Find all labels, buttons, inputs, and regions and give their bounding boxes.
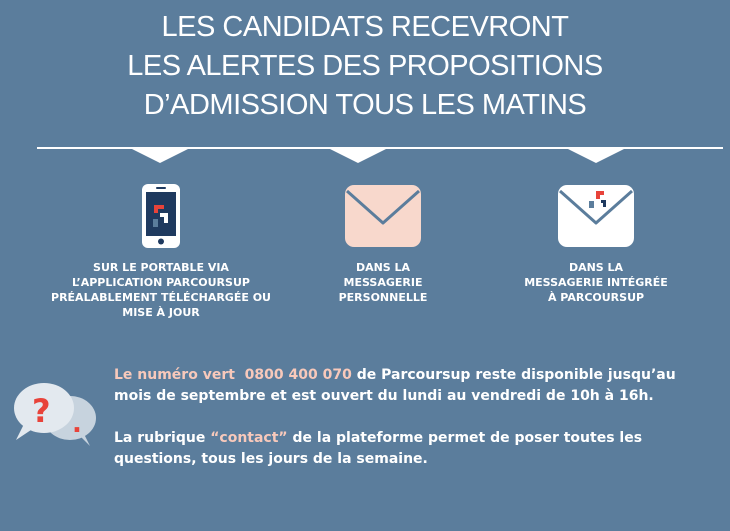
title-line-2: LES ALERTES DES PROPOSITIONS — [127, 50, 603, 82]
contact-info: La rubrique “contact” de la plateforme permet de poser toutes les questions, tous les jours de la semaine. — [114, 430, 643, 467]
phone-text: de Parcoursup reste disponible jusqu’au mois de septembre et est ouvert du lundi au vendredi de 10h à 16h. — [114, 367, 676, 404]
channel-parcoursup-label: DANS LA MESSAGERIE INTÉGRÉE À PARCOURSUP — [524, 261, 668, 304]
contact-keyword: “contact” — [210, 430, 288, 446]
svg-text:?: ? — [32, 392, 51, 430]
title-line-1: LES CANDIDATS RECEVRONT — [161, 11, 569, 43]
channel-mobile-app — [36, 183, 286, 320]
smartphone-icon — [140, 183, 182, 249]
page-title — [0, 8, 730, 125]
info-block — [114, 365, 714, 470]
channel-mobile-label: SUR LE PORTABLE VIA L’APPLICATION PARCOURSUP PRÉALABLEMENT TÉLÉCHARGÉE OU MISE À JOUR — [51, 261, 271, 319]
channel-parcoursup-mail — [471, 183, 721, 305]
envelope-icon — [343, 183, 423, 249]
phone-info — [114, 365, 714, 407]
phone-label: Le numéro vert — [114, 367, 235, 383]
phone-number: 0800 400 070 — [244, 367, 352, 383]
pointer-arrow-2 — [330, 149, 386, 163]
question-bubbles-icon — [12, 380, 102, 450]
pointer-arrow-1 — [132, 149, 188, 163]
parcoursup-envelope-icon — [556, 183, 636, 249]
title-line-3: D’ADMISSION TOUS LES MATINS — [143, 89, 587, 121]
svg-text:.: . — [72, 409, 82, 439]
pointer-arrow-3 — [568, 149, 624, 163]
channel-personal-label: DANS LA MESSAGERIE PERSONNELLE — [338, 261, 428, 304]
